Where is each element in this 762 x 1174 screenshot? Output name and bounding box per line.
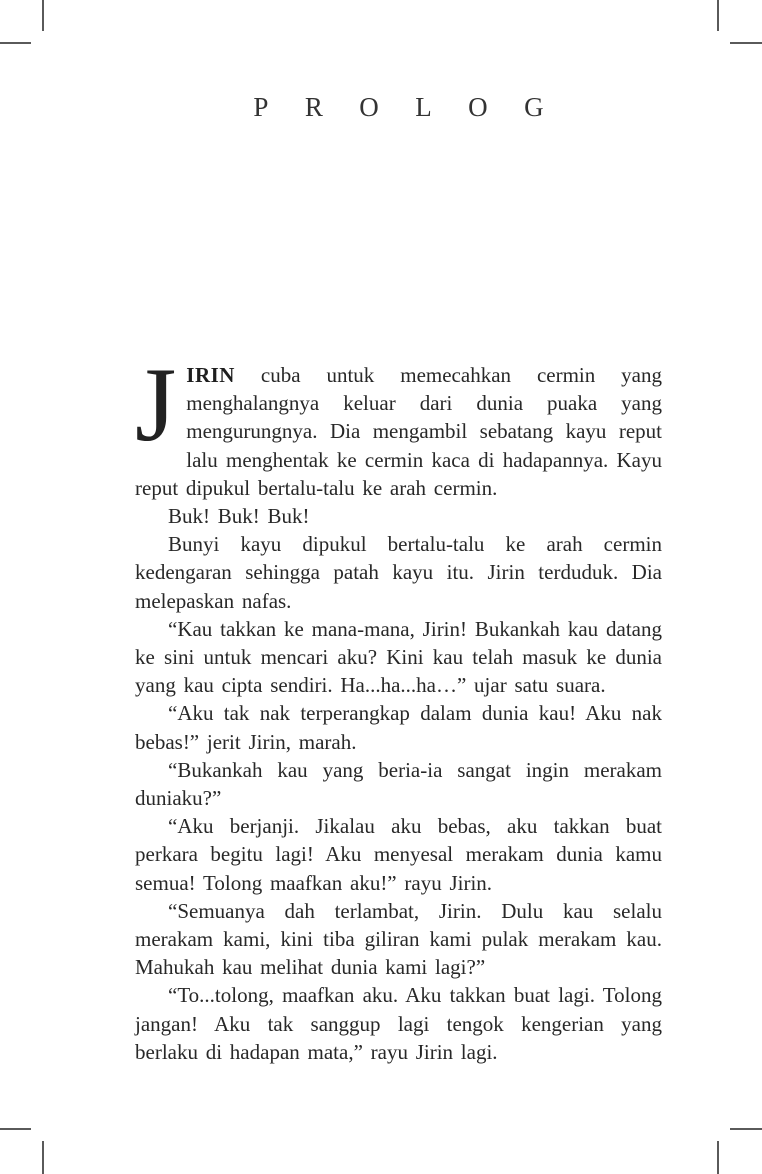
crop-mark-top-right-horizontal [730, 42, 762, 44]
paragraph: “Bukankah kau yang beria-ia sangat ingin merakam duniaku?” [135, 757, 662, 811]
crop-mark-bottom-right-horizontal [730, 1128, 762, 1130]
paragraph: “Semuanya dah terlambat, Jirin. Dulu kau selalu merakam kami, kini tiba giliran kami pulak merakam kau. Mahukah kau melihat dunia kami lagi?” [135, 898, 662, 980]
paragraph: Buk! Buk! Buk! [168, 504, 310, 529]
crop-mark-bottom-left-horizontal [0, 1128, 31, 1130]
drop-cap: J [135, 346, 177, 463]
paragraph: “Kau takkan ke mana-mana, Jirin! Bukankah kau datang ke sini untuk mencari aku? Kini kau telah masuk ke dunia yang kau cipta sendiri. Ha...ha...ha…” ujar satu suara. [135, 616, 662, 698]
opening-text: cuba untuk memecahkan cermin yang menghalangnya keluar dari dunia puaka yang mengurungnya. Dia mengambil sebatang kayu reput lalu menghentak ke cermin kaca di hadapannya. Kayu reput dipukul bertalu-talu ke arah cermin. [135, 363, 663, 500]
paragraph-opening [135, 346, 663, 502]
crop-mark-bottom-right-vertical [717, 1141, 719, 1174]
crop-mark-bottom-left-vertical [42, 1141, 44, 1174]
lead-word: IRIN [186, 363, 235, 387]
page-title: PROLOG [253, 92, 581, 122]
paragraph: “Aku tak nak terperangkap dalam dunia kau! Aku nak bebas!” jerit Jirin, marah. [135, 701, 662, 754]
paragraph: “To...tolong, maafkan aku. Aku takkan buat lagi. Tolong jangan! Aku tak sanggup lagi tengok kengerian yang berlaku di hadapan mata,” rayu Jirin lagi. [135, 983, 662, 1064]
crop-mark-top-right-vertical [717, 0, 719, 31]
crop-mark-top-left-vertical [42, 0, 44, 31]
paragraph: Bunyi kayu dipukul bertalu-talu ke arah cermin kedengaran sehingga patah kayu itu. Jirin terduduk. Dia melepaskan nafas. [135, 532, 662, 613]
paragraph: “Aku berjanji. Jikalau aku bebas, aku takkan buat perkara begitu lagi! Aku menyesal merakam dunia kamu semua! Tolong maafkan aku!” rayu Jirin. [135, 814, 662, 895]
text-block [135, 346, 663, 1066]
crop-mark-top-left-horizontal [0, 42, 31, 44]
